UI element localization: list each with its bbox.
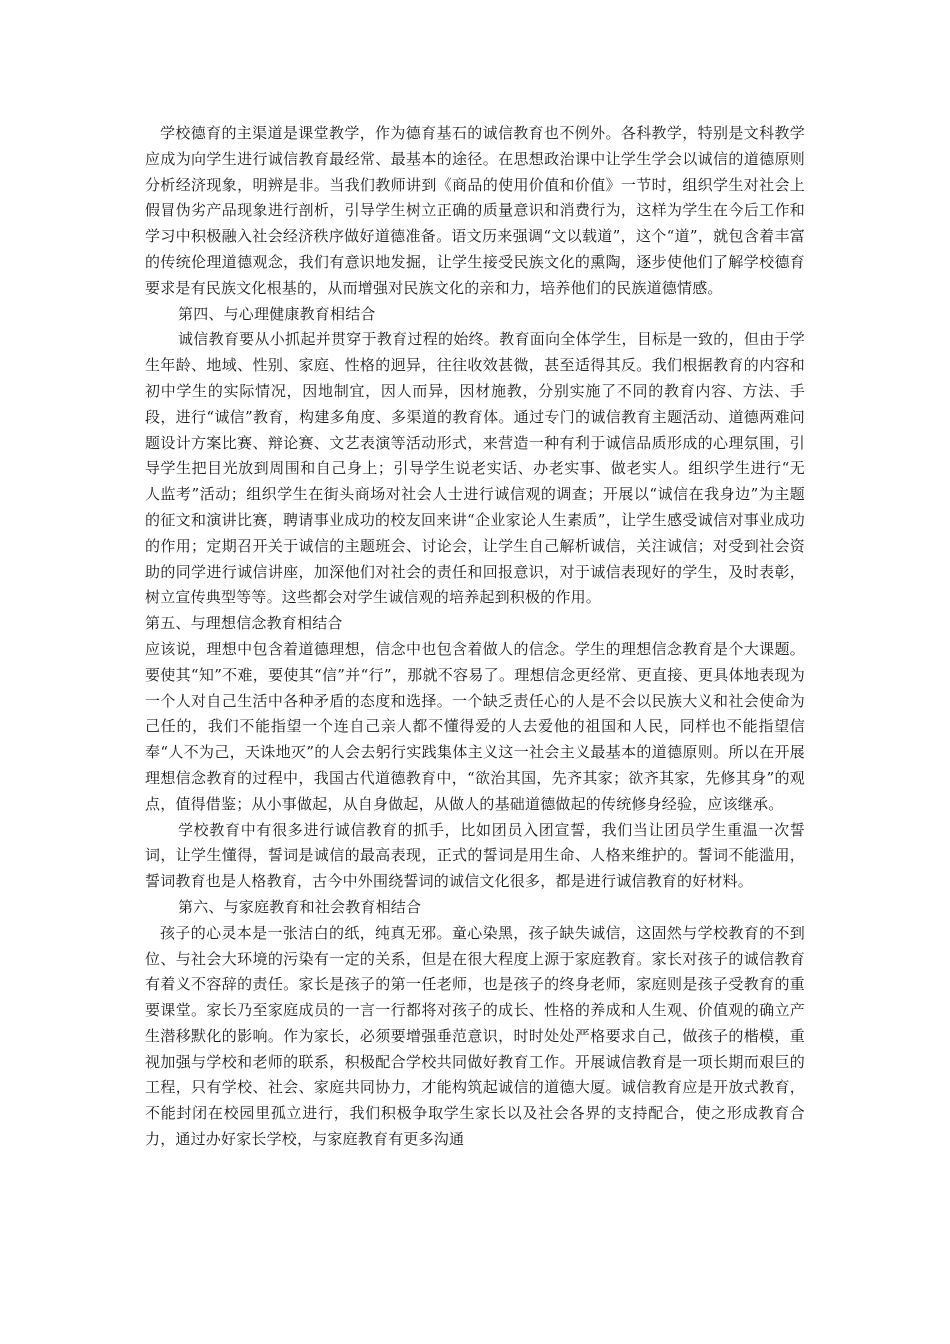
section-heading-6: 第六、与家庭教育和社会教育相结合: [178, 897, 422, 916]
section-heading-4: 第四、与心理健康教育相结合: [178, 304, 376, 323]
document-body: [145, 121, 805, 1153]
paragraph-family-society: 孩子的心灵本是一张洁白的纸，纯真无邪。童心染黑，孩子缺失诚信，这固然与学校教育的不到位、与社会大环境的污染有一定的关系，但是在很大程度上源于家庭教育。家长对孩子的诚信教育有着义不容辞的责任。家长是孩子的第一任老师，也是孩子的终身老师，家庭则是孩子受教育的重要课堂。家长乃至家庭成员的一言一行都将对孩子的成长、性格的养成和人生观、价值观的确立产生潜移默化的影响。作为家长，必须要增强垂范意识，时时处处严格要求自己，做孩子的楷模，重视加强与学校和老师的联系，积极配合学校共同做好教育工作。开展诚信教育是一项长期而艰巨的工程，只有学校、社会、家庭共同协力，才能构筑起诚信的道德大厦。诚信教育应是开放式教育，不能封闭在校园里孤立进行，我们积极争取学生家长以及社会各界的支持配合，使之形成教育合力，通过办好家长学校，与家庭教育有更多沟通: [145, 923, 805, 1149]
paragraph-oath-education: 学校教育中有很多进行诚信教育的抓手，比如团员入团宣誓，我们当让团员学生重温一次誓词，让学生懂得，誓词是诚信的最高表现，正式的誓词是用生命、人格来维护的。誓词不能滥用，誓词教育也是人格教育，古今中外围绕誓词的诚信文化很多，都是进行诚信教育的好材料。: [145, 820, 805, 891]
paragraph-ideals-beliefs: 应该说，理想中包含着道德理想，信念中也包含着做人的信念。学生的理想信念教育是个大课题。要使其“知”不难，要使其“信”并“行”，那就不容易了。理想信念更经常、更直接、更具体地表现为一个人对自己生活中各种矛盾的态度和选择。一个缺乏责任心的人是不会以民族大义和社会使命为己任的，我们不能指望一个连自己亲人都不懂得爱的人去爱他的祖国和人民，同样也不能指望信奉“人不为己，天诛地灭”的人会去躬行实践集体主义这一社会主义最基本的道德原则。所以在开展理想信念教育的过程中，我国古代道德教育中，“欲治其国，先齐其家；欲齐其家，先修其身”的观点，值得借鉴；从小事做起，从自身做起，从做人的基础道德做起的传统修身经验，应该继承。: [145, 639, 805, 813]
paragraph-classroom-teaching: 学校德育的主渠道是课堂教学，作为德育基石的诚信教育也不例外。各科教学，特别是文科教学应成为向学生进行诚信教育最经常、最基本的途径。在思想政治课中让学生学会以诚信的道德原则分析经济现象，明辨是非。当我们教师讲到《商品的使用价值和价值》一节时，组织学生对社会上假冒伪劣产品现象进行剖析，引导学生树立正确的质量意识和消费行为，这样为学生在今后工作和学习中积极融入社会经济秩序做好道德准备。语文历来强调“文以载道”，这个“道”，就包含着丰富的传统伦理道德观念，我们有意识地发掘，让学生接受民族文化的熏陶，逐步使他们了解学校德育要求是有民族文化根基的，从而增强对民族文化的亲和力，培养他们的民族道德情感。: [145, 124, 805, 297]
paragraph-mental-health: 诚信教育要从小抓起并贯穿于教育过程的始终。教育面向全体学生，目标是一致的，但由于学生年龄、地域、性别、家庭、性格的迥异，往往收效甚微，甚至适得其反。我们根据教育的内容和初中学生的实际情况，因地制宜，因人而异，因材施教，分别实施了不同的教育内容、方法、手段，进行“诚信”教育，构建多角度、多渠道的教育体。通过专门的诚信教育主题活动、道德两难问题设计方案比赛、辩论赛、文艺表演等活动形式，来营造一种有利于诚信品质形成的心理氛围，引导学生把目光放到周围和自己身上；引导学生说老实话、办老实事、做老实人。组织学生进行“无人监考”活动；组织学生在街头商场对社会人士进行诚信观的调查；开展以“诚信在我身边”为主题的征文和演讲比赛，聘请事业成功的校友回来讲“企业家论人生素质”，让学生感受诚信对事业成功的作用；定期召开关于诚信的主题班会、讨论会，让学生自己解析诚信，关注诚信；对受到社会资助的同学进行诚信讲座，加深他们对社会的责任和回报意识，对于诚信表现好的学生，及时表彰，树立宣传典型等等。这些都会对学生诚信观的培养起到积极的作用。: [145, 330, 805, 607]
section-heading-5: 第五、与理想信念教育相结合: [145, 614, 343, 633]
